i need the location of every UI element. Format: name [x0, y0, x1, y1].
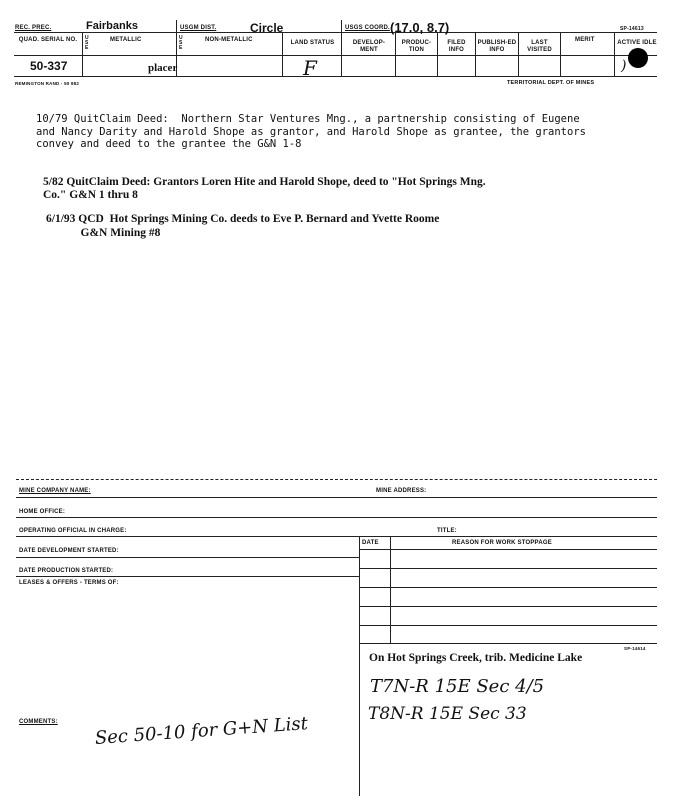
form-number: SP-14613	[620, 26, 644, 32]
col-merit: MERIT	[575, 37, 595, 43]
rule	[359, 625, 657, 626]
leases-label: LEASES & OFFERS - TERMS OF:	[19, 580, 119, 586]
col-divider	[341, 20, 342, 76]
col-filed-info: FILED INFO	[447, 40, 466, 53]
active-mark: )	[621, 58, 627, 74]
handwritten-location-1: T7N-R 15E Sec 4/5	[370, 676, 545, 697]
col-land-status: LAND STATUS	[290, 40, 335, 46]
rule	[16, 536, 657, 537]
col-production: PRODUC-TION	[401, 40, 432, 53]
col-last-visited: LAST VISITED	[527, 40, 552, 53]
col-development: DEVELOP-MENT	[352, 40, 386, 53]
land-status-mark: F	[303, 56, 317, 80]
header-bottom-rule	[14, 76, 657, 77]
date-col-label: DATE	[362, 540, 379, 546]
rec-prec-value: Fairbanks	[86, 20, 138, 32]
col-divider	[395, 32, 396, 76]
rule	[16, 497, 657, 498]
rule	[359, 549, 657, 550]
col-use-metallic: U S E	[85, 35, 89, 51]
dept-line: TERRITORIAL DEPT. OF MINES	[507, 80, 595, 86]
col-divider	[282, 32, 283, 76]
col-use-nonmetallic: U S E	[179, 35, 183, 51]
col-divider	[82, 32, 83, 76]
entry-1979-quitclaim: 10/79 QuitClaim Deed: Northern Star Ventures Mng., a partnership consisting of Eugene and Nancy Darity and Harold Shope as grantor, and Harold Shope as grantee, the grantors convey and deed to the grantee the G&N 1-8	[36, 113, 586, 150]
operating-official-label: OPERATING OFFICIAL IN CHARGE:	[19, 528, 127, 534]
rule	[16, 517, 657, 518]
rule	[359, 643, 657, 644]
entry-1982-quitclaim: 5/82 QuitClaim Deed: Grantors Loren Hite and Harold Shope, deed to "Hot Springs Mng. Co." G&N 1 thru 8	[43, 176, 486, 201]
rule	[359, 587, 657, 588]
handwritten-location-2: T8N-R 15E Sec 33	[368, 704, 527, 724]
reason-col-label: REASON FOR WORK STOPPAGE	[452, 540, 552, 546]
usgs-coord-value: (17.0, 8.7)	[390, 20, 450, 35]
col-metallic: METALLIC	[110, 37, 142, 43]
col-active-idle: ACTIVE IDLE	[617, 40, 657, 46]
col-published-info: PUBLISH-ED INFO	[477, 40, 517, 53]
rule	[359, 568, 657, 569]
form-number-2: SP-14614	[624, 646, 646, 651]
printer-line: REMINGTON RAND - 50 982	[15, 81, 80, 86]
date-col-divider	[390, 536, 391, 643]
handwritten-comment: Sec 50-10 for G+N List	[94, 713, 309, 749]
col-divider	[518, 32, 519, 76]
col-non-metallic: NON-METALLIC	[205, 37, 253, 43]
col-divider	[475, 32, 476, 76]
metallic-value: placer	[148, 62, 178, 74]
rec-prec-label: REC. PREC.	[15, 25, 52, 31]
mine-company-name-label: MINE COMPANY NAME:	[19, 488, 91, 494]
col-divider	[614, 32, 615, 76]
entry-1993-qcd: 6/1/93 QCD Hot Springs Mining Co. deeds to Eve P. Bernard and Yvette Roome G&N Mining #8	[46, 213, 440, 239]
lower-top-rule	[16, 479, 657, 480]
date-production-label: DATE PRODUCTION STARTED:	[19, 568, 114, 574]
date-development-label: DATE DEVELOPMENT STARTED:	[19, 548, 119, 554]
punch-hole	[628, 48, 648, 68]
rule	[16, 576, 359, 577]
col-quad-serial: QUAD. SERIAL NO.	[18, 37, 78, 43]
comments-label: COMMENTS:	[19, 719, 58, 725]
rule	[359, 606, 657, 607]
rule	[16, 557, 359, 558]
usgm-dist-value: Circle	[250, 21, 284, 35]
title-label: TITLE:	[437, 528, 457, 534]
serial-value: 50-337	[30, 59, 68, 73]
col-divider	[560, 32, 561, 76]
home-office-label: HOME OFFICE:	[19, 509, 66, 515]
usgs-coord-label: USGS COORD.	[345, 25, 390, 31]
location-text: On Hot Springs Creek, trib. Medicine Lake	[369, 652, 583, 664]
usgm-dist-label: USGM DIST.	[180, 25, 217, 31]
mine-address-label: MINE ADDRESS:	[376, 488, 427, 494]
center-divider	[359, 536, 360, 796]
col-divider	[437, 32, 438, 76]
